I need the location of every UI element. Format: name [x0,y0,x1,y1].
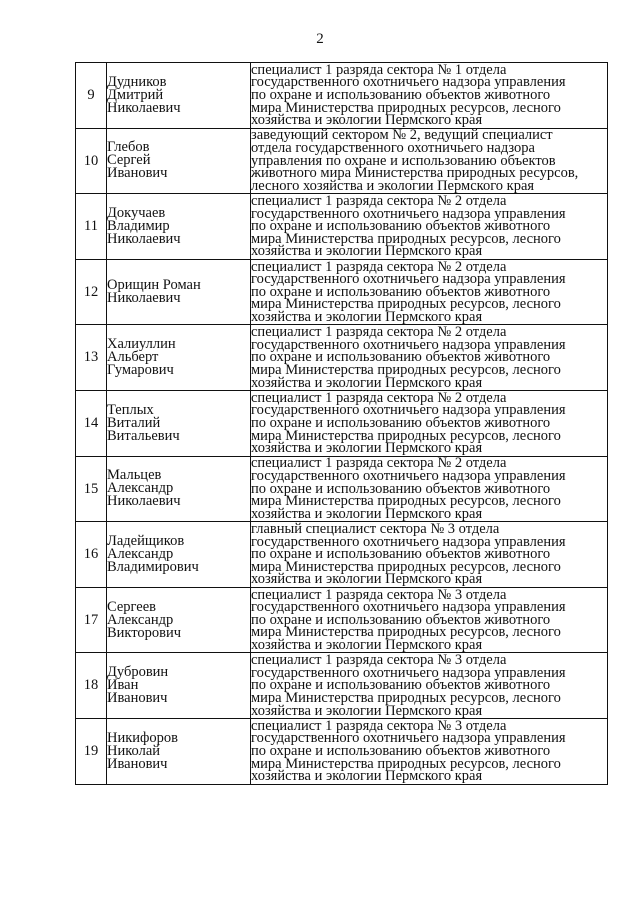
employee-name-line: Николаевич [107,493,181,510]
employee-name-cell [107,259,251,325]
employee-name-line: Александр [107,545,174,562]
row-number: 12 [76,259,107,325]
employee-position-line: по охране и использованию объектов животного [251,283,551,300]
row-number: 9 [76,63,107,129]
employee-position-line: мира Министерства природных ресурсов, лесного [251,427,561,444]
employee-position-line: государственного охотничьего надзора управления [251,467,566,484]
employee-position-line: мира Министерства природных ресурсов, лесного [251,230,561,247]
employee-position-line: отдела государственного охотничьего надзора [251,140,535,156]
employee-position-line: хозяйства и экологии Пермского края [251,440,483,457]
employee-position-line: заведующий сектором № 2, ведущий специалист [251,128,553,144]
employee-name-line: Николаевич [107,99,181,116]
employee-name-line: Дудников [107,73,167,90]
employee-position-line: хозяйства и экологии Пермского края [251,571,483,588]
employee-position-line: государственного охотничьего надзора управления [251,74,566,91]
employee-name-line: Владимирович [107,558,199,575]
employee-name-line: Иван [107,677,139,694]
employee-name-line: Ладейщиков [107,532,185,549]
employee-name-cell [107,718,251,784]
row-number: 13 [76,325,107,391]
employee-position-line: специалист 1 разряда сектора № 1 отдела [251,62,507,78]
employee-position-line: специалист 1 разряда сектора № 2 отдела [251,390,507,406]
table-row [76,128,608,194]
employee-name-line: Николай [107,742,161,759]
employee-name-cell [107,587,251,653]
employee-position-line: по охране и использованию объектов животного [251,480,551,497]
employee-position-line: хозяйства и экологии Пермского края [251,636,483,653]
row-number: 17 [76,587,107,653]
employee-position-line: специалист 1 разряда сектора № 2 отдела [251,324,507,341]
employee-name-line: Владимир [107,217,170,234]
table-row [76,587,608,653]
employee-position-cell [251,63,608,129]
employee-name-line: Глебов [107,139,150,156]
employee-position-cell [251,456,608,522]
employee-position-line: государственного охотничьего надзора управления [251,664,566,681]
employee-position-line: по охране и использованию объектов животного [251,87,551,103]
employee-name-cell [107,456,251,522]
employee-position-cell [251,194,608,260]
employee-position-line: мира Министерства природных ресурсов, лесного [251,558,561,575]
employee-position-line: управления по охране и использованию объектов [251,152,556,169]
row-number: 16 [76,522,107,588]
employee-position-line: по охране и использованию объектов животного [251,349,551,366]
employee-position-line: хозяйства и экологии Пермского края [251,308,483,325]
row-number: 11 [76,194,107,260]
employee-name-line: Иванович [107,690,168,707]
employee-position-line: животного мира Министерства природных ресурсов, [251,165,579,182]
employee-name-line: Гумарович [107,362,174,379]
employee-position-line: государственного охотничьего надзора управления [251,533,566,550]
employee-position-line: государственного охотничьего надзора управления [251,402,566,419]
employee-position-line: мира Министерства природных ресурсов, лесного [251,296,561,313]
employee-position-line: мира Министерства природных ресурсов, лесного [251,624,561,641]
employee-name-cell [107,194,251,260]
employee-position-cell [251,718,608,784]
employee-position-line: хозяйства и экологии Пермского края [251,702,483,719]
employee-position-line: специалист 1 разряда сектора № 3 отдела [251,587,507,603]
employee-name-line: Никифоров [107,729,179,746]
staff-table [75,62,608,785]
employee-position-line: мира Министерства природных ресурсов, лесного [251,99,561,116]
employee-name-line: Иванович [107,165,168,182]
employee-position-line: мира Министерства природных ресурсов, лесного [251,361,561,378]
table-row [76,718,608,784]
employee-position-cell [251,259,608,325]
table-row [76,390,608,456]
employee-name-cell [107,390,251,456]
employee-name-cell [107,522,251,588]
staff-table-body [76,63,608,785]
employee-name-line: Викторович [107,624,182,641]
employee-name-line: Сергеев [107,598,157,615]
employee-name-cell [107,63,251,129]
employee-position-line: мира Министерства природных ресурсов, лесного [251,755,561,772]
employee-name-line: Иванович [107,755,168,772]
employee-position-line: государственного охотничьего надзора управления [251,336,566,353]
employee-position-line: специалист 1 разряда сектора № 2 отдела [251,193,507,209]
employee-name-line: Николаевич [107,290,181,307]
employee-name-line: Докучаев [107,204,166,221]
employee-position-line: по охране и использованию объектов животного [251,546,551,563]
employee-position-line: лесного хозяйства и экологии Пермского края [251,177,535,194]
row-number: 14 [76,390,107,456]
employee-name-line: Мальцев [107,467,162,484]
employee-position-line: хозяйства и экологии Пермского края [251,505,483,522]
employee-name-cell [107,325,251,391]
row-number: 19 [76,718,107,784]
row-number: 15 [76,456,107,522]
employee-name-line: Халиуллин [107,336,176,353]
employee-position-line: по охране и использованию объектов животного [251,414,551,431]
employee-position-line: хозяйства и экологии Пермского края [251,768,483,785]
employee-position-line: по охране и использованию объектов животного [251,218,551,235]
employee-position-line: специалист 1 разряда сектора № 2 отдела [251,259,507,275]
employee-position-cell [251,325,608,391]
employee-position-line: хозяйства и экологии Пермского края [251,374,483,391]
row-number: 10 [76,128,107,194]
employee-position-line: специалист 1 разряда сектора № 3 отдела [251,718,507,734]
employee-name-line: Альберт [107,349,159,366]
employee-name-cell [107,128,251,194]
employee-position-line: по охране и использованию объектов животного [251,611,551,628]
employee-position-cell [251,522,608,588]
table-row [76,325,608,391]
employee-name-line: Витальевич [107,427,180,444]
employee-position-line: государственного охотничьего надзора управления [251,271,566,288]
employee-position-cell [251,128,608,194]
employee-position-line: государственного охотничьего надзора управления [251,730,566,747]
employee-name-line: Дмитрий [107,86,164,103]
employee-position-line: по охране и использованию объектов животного [251,677,551,694]
employee-position-line: специалист 1 разряда сектора № 2 отдела [251,456,507,472]
employee-position-line: государственного охотничьего надзора управления [251,205,566,222]
table-row [76,259,608,325]
employee-name-line: Дубровин [107,664,169,681]
employee-name-line: Николаевич [107,230,181,247]
employee-position-line: главный специалист сектора № 3 отдела [251,521,500,537]
table-row [76,194,608,260]
table-row [76,653,608,719]
employee-name-line: Виталий [107,414,161,431]
employee-name-line: Александр [107,611,174,628]
employee-name-cell [107,653,251,719]
employee-name-line: Сергей [107,152,151,169]
employee-position-line: мира Министерства природных ресурсов, лесного [251,689,561,706]
employee-position-line: хозяйства и экологии Пермского края [251,243,483,260]
employee-position-line: государственного охотничьего надзора управления [251,599,566,616]
table-row [76,522,608,588]
employee-position-cell [251,390,608,456]
table-row [76,63,608,129]
employee-position-cell [251,653,608,719]
employee-position-line: хозяйства и экологии Пермского края [251,112,483,129]
employee-position-line: специалист 1 разряда сектора № 3 отдела [251,652,507,669]
employee-name-line: Теплых [107,401,154,418]
employee-position-line: мира Министерства природных ресурсов, лесного [251,493,561,510]
employee-name-line: Орищин Роман [107,277,201,294]
employee-name-line: Александр [107,480,174,497]
employee-position-cell [251,587,608,653]
employee-position-line: по охране и использованию объектов животного [251,742,551,759]
page-number: 2 [316,31,324,47]
row-number: 18 [76,653,107,719]
table-row [76,456,608,522]
